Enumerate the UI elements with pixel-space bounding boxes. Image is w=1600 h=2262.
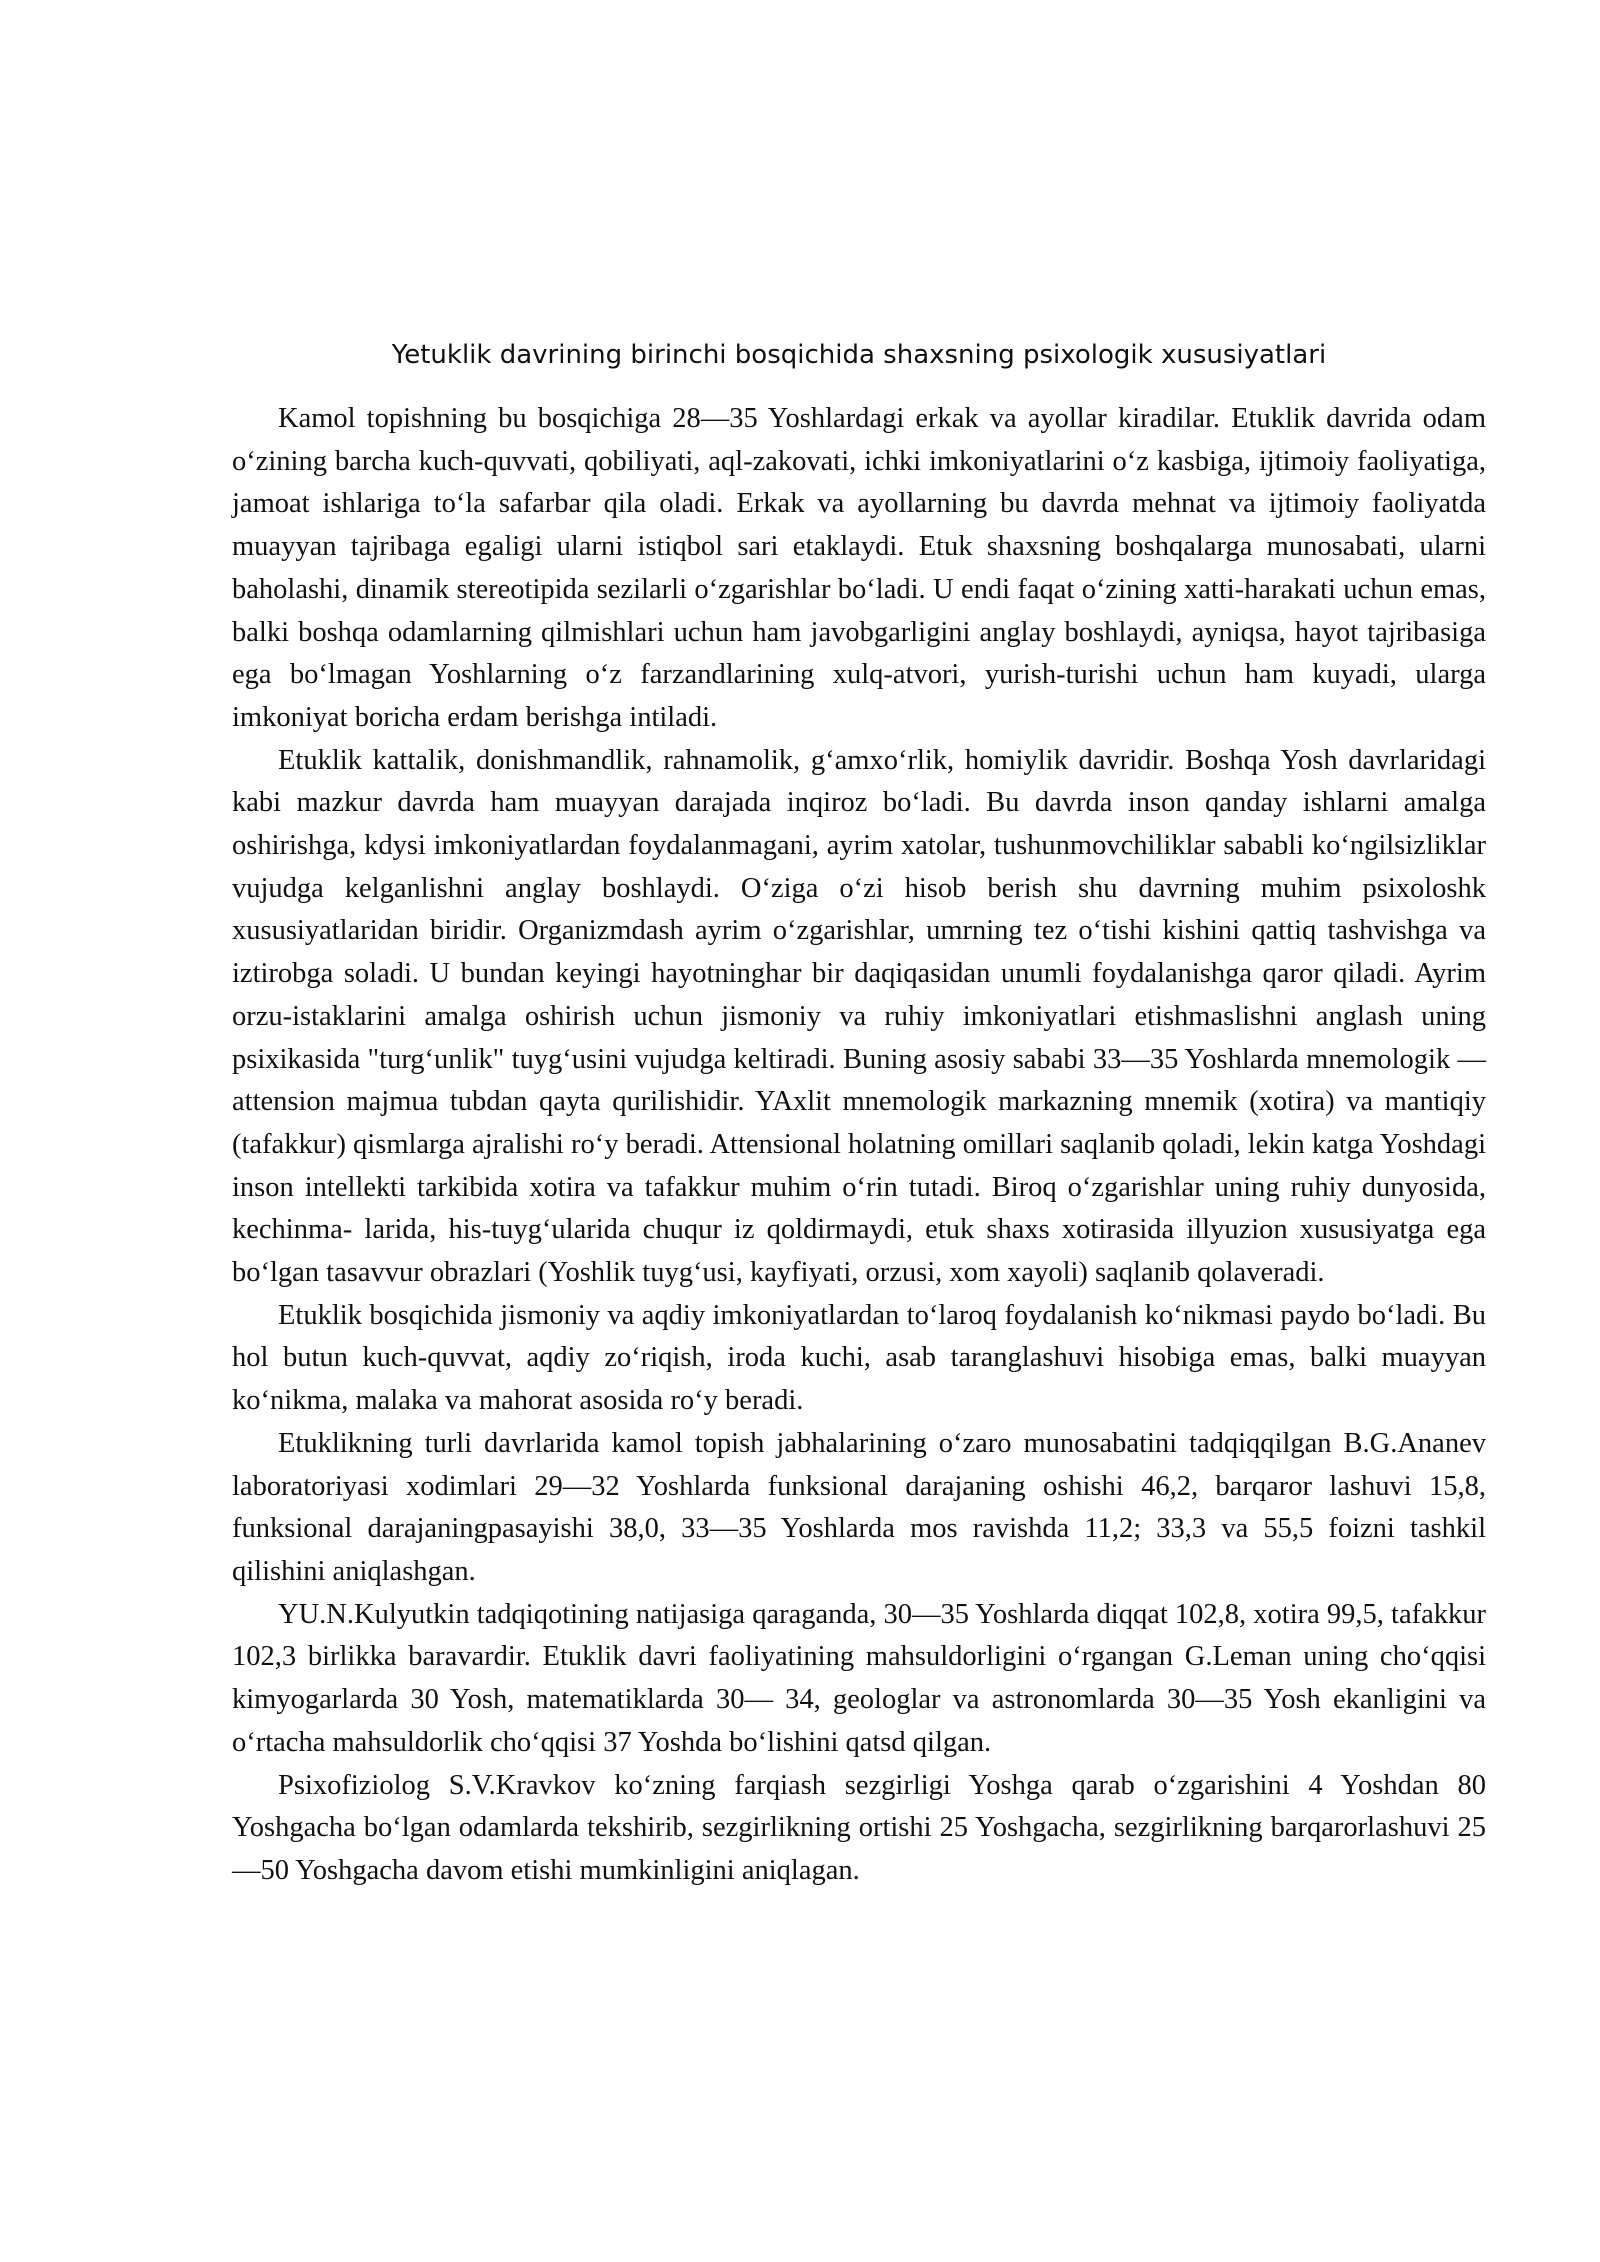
paragraph-3: Etuklik bosqichida jismoniy va aqdiy imkoniyatlardan to‘laroq foydalanish ko‘nikmasi paydo bo‘ladi. Bu hol butun kuch-quvvat, aqdiy zo‘riqish, iroda kuchi, asab taranglashuvi hisobiga emas, balki muayyan ko‘nikma, malaka va mahorat asosida ro‘y beradi. (232, 1299, 1486, 1417)
document-title: Yetuklik davrining birinchi bosqichida shaxsning psixologik xususiyatlari (391, 340, 1327, 370)
document-body (232, 336, 1486, 1893)
paragraph-2: Etuklik kattalik, donishmandlik, rahnamolik, g‘amxo‘rlik, homiylik davridir. Boshqa Yosh davrlaridagi kabi mazkur davrda ham muayyan darajada inqiroz bo‘ladi. Bu davrda inson qanday ishlarni amalga oshirishga, kdysi imkoniyatlardan foydalanmagani, ayrim xatolar, tushunmovchiliklar sababli ko‘ngilsizliklar vujudga kelganlishni anglay boshlaydi. O‘ziga o‘zi hisob berish shu davrning muhim psixoloshk xususiyatlaridan biridir. Organizmdash ayrim o‘zgarishlar, umrning tez o‘tishi kishini qattiq tashvishga va iztirobga soladi. U bundan keyingi hayotninghar bir daqiqasidan unumli foydalanishga qaror qiladi. Ayrim orzu-istaklarini amalga oshirish uchun jismoniy va ruhiy imkoniyatlari etishmaslishni anglash uning psixikasida "turg‘unlik" tuyg‘usini vujudga keltiradi. Buning asosiy sababi 33—35 Yoshlarda mnemologik — attension majmua tubdan qayta qurilishidir. YAxlit mnemologik markazning mnemik (xotira) va mantiqiy (tafakkur) qismlarga ajralishi ro‘y beradi. Attensional holatning omillari saqlanib qoladi, lekin katga Yoshdagi inson intellekti tarkibida xotira va tafakkur muhim o‘rin tutadi. Biroq o‘zgarishlar uning ruhiy dunyosida, kechinma- larida, his-tuyg‘ularida chuqur iz qoldirmaydi, etuk shaxs xotirasida illyuzion xususiyatga ega bo‘lgan tasavvur obrazlari (Yoshlik tuyg‘usi, kayfiyati, orzusi, xom xayoli) saqlanib qolaveradi. (232, 744, 1486, 1289)
paragraph-4: Etuklikning turli davrlarida kamol topish jabhalarining o‘zaro munosabatini tadqiqqilgan B.G.Ananev laboratoriyasi xodimlari 29—32 Yoshlarda funksional darajaning oshishi 46,2, barqaror lashuvi 15,8, funksional darajaningpasayishi 38,0, 33—35 Yoshlarda mos ravishda 11,2; 33,3 va 55,5 foizni tashkil qilishini aniqlashgan. (232, 1427, 1486, 1587)
paragraph-5: YU.N.Kulyutkin tadqiqotining natijasiga qaraganda, 30—35 Yoshlarda diqqat 102,8, xotira 99,5, tafakkur 102,3 birlikka baravardir. Etuklik davri faoliyatining mahsuldorligini o‘rgangan G.Leman uning cho‘qqisi kimyogarlarda 30 Yosh, matematiklarda 30— 34, geologlar va astronomlarda 30—35 Yosh ekanligini va o‘rtacha mahsuldorlik cho‘qqisi 37 Yoshda bo‘lishini qatsd qilgan. (232, 1598, 1486, 1758)
paragraph-6: Psixofiziolog S.V.Kravkov ko‘zning farqiash sezgirligi Yoshga qarab o‘zgarishini 4 Yoshdan 80 Yoshgacha bo‘lgan odamlarda tekshirib, sezgirlikning ortishi 25 Yoshgacha, sezgirlikning barqarorlashuvi 25—50 Yoshgacha davom etishi mumkinligini aniqlagan. (232, 1769, 1486, 1886)
paragraph-1: Kamol topishning bu bosqichiga 28—35 Yoshlardagi erkak va ayollar kiradilar. Etuklik davrida odam o‘zining barcha kuch-quvvati, qobiliyati, aql-zakovati, ichki imkoniyatlarini o‘z kasbiga, ijtimoiy faoliyatiga, jamoat ishlariga to‘la safarbar qila oladi. Erkak va ayollarning bu davrda mehnat va ijtimoiy faoliyatda muayyan tajribaga egaligi ularni istiqbol sari etaklaydi. Etuk shaxsning boshqalarga munosabati, ularni baholashi, dinamik stereotipida sezilarli o‘zgarishlar bo‘ladi. U endi faqat o‘zining xatti-harakati uchun emas, balki boshqa odamlarning qilmishlari uchun ham javobgarligini anglay boshlaydi, ayniqsa, hayot tajribasiga ega bo‘lmagan Yoshlarning o‘z farzandlarining xulq-atvori, yurish-turishi uchun ham kuyadi, ularga imkoniyat boricha erdam berishga intiladi. (232, 403, 1486, 733)
